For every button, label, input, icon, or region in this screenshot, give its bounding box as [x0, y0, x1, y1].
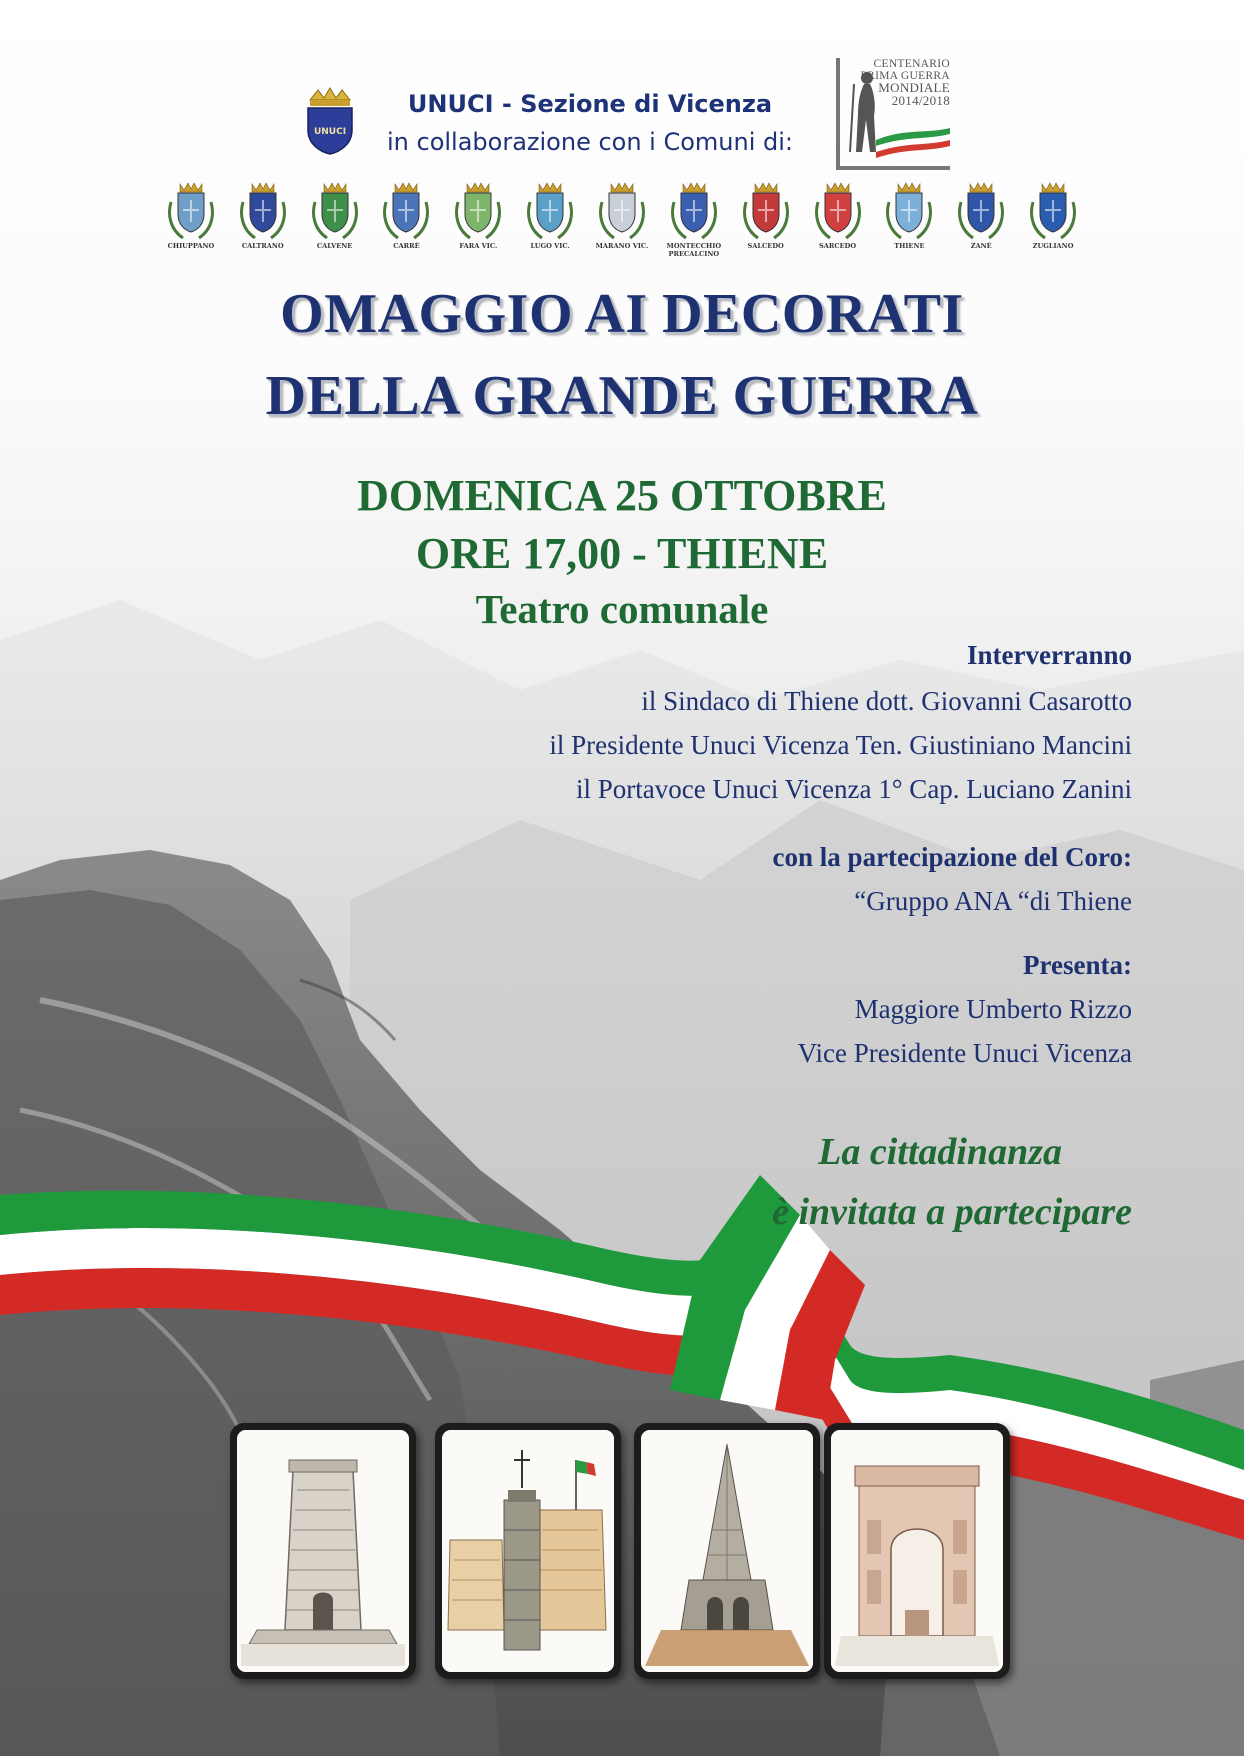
- comune-crest: [1017, 180, 1089, 260]
- presenter-line: Vice Presidente Unuci Vicenza: [797, 1038, 1132, 1068]
- organization-name: UNUCI - Sezione di Vicenza: [407, 90, 773, 118]
- comune-crest: [155, 180, 227, 260]
- event-title-line-1: OMAGGIO AI DECORATI: [280, 283, 964, 345]
- speaker-line: il Sindaco di Thiene dott. Giovanni Casarotto: [641, 686, 1132, 716]
- tagline-line-2: è invitata a partecipare: [772, 1191, 1132, 1233]
- comune-shield-icon: [881, 180, 937, 242]
- centenario-text-3: MONDIALE: [878, 80, 950, 95]
- speakers-heading: Interverranno: [967, 640, 1132, 670]
- comune-crest: [442, 180, 514, 260]
- comune-name: CARRÈ: [393, 242, 420, 250]
- comune-crest: [299, 180, 371, 260]
- comune-shield-icon: [307, 180, 363, 242]
- comune-name: THIENE: [894, 242, 925, 250]
- monument-card: [435, 1423, 621, 1679]
- comune-name: CHIUPPANO: [167, 242, 215, 250]
- comune-shield-icon: [810, 180, 866, 242]
- comune-crest: [371, 180, 443, 260]
- event-title-line-2: DELLA GRANDE GUERRA: [265, 365, 979, 427]
- monument-card: [230, 1423, 416, 1679]
- svg-text:UNUCI: UNUCI: [313, 127, 347, 137]
- monument-card: [634, 1423, 820, 1679]
- speaker-line: il Portavoce Unuci Vicenza 1° Cap. Luciano Zanini: [575, 774, 1132, 804]
- comune-crest: [802, 180, 874, 260]
- comune-shield-icon: [163, 180, 219, 242]
- comune-crest: [658, 180, 730, 260]
- comune-crest: [227, 180, 299, 260]
- comune-shield-icon: [953, 180, 1009, 242]
- presenter-line: Maggiore Umberto Rizzo: [854, 994, 1132, 1024]
- triumphal-arch-illustration: [831, 1430, 1003, 1672]
- comune-name: MONTECCHIO PRECALCINO: [666, 242, 722, 258]
- comuni-crests-row: [155, 180, 1089, 260]
- comune-name: ZUGLIANO: [1032, 242, 1074, 250]
- centenario-text-2: PRIMA GUERRA: [860, 70, 950, 82]
- comune-name: LUGO VIC.: [530, 242, 570, 250]
- comune-crest: [873, 180, 945, 260]
- monument-card: [824, 1423, 1010, 1679]
- speaker-line: il Presidente Unuci Vicenza Ten. Giustiniano Mancini: [549, 730, 1132, 760]
- comune-crest: [586, 180, 658, 260]
- comune-shield-icon: [1025, 180, 1081, 242]
- ossuary-tower-illustration: [237, 1430, 409, 1672]
- spire-monument-illustration: [641, 1430, 813, 1672]
- memorial-column-illustration: [442, 1430, 614, 1672]
- centenario-logo: [836, 58, 950, 170]
- event-time-place: ORE 17,00 - THIENE: [415, 529, 829, 578]
- comune-name: CALTRANO: [241, 242, 284, 250]
- event-date: DOMENICA 25 OTTOBRE: [357, 471, 887, 520]
- comune-shield-icon: [235, 180, 291, 242]
- event-venue: Teatro comunale: [475, 586, 769, 632]
- comune-name: FARA VIC.: [459, 242, 498, 250]
- comune-crest: [945, 180, 1017, 260]
- choir-name: “Gruppo ANA “di Thiene: [854, 886, 1132, 916]
- comune-crest: [514, 180, 586, 260]
- comune-name: CALVENE: [316, 242, 353, 250]
- comune-shield-icon: [738, 180, 794, 242]
- unuci-crest-icon: [300, 86, 360, 156]
- comune-crest: [730, 180, 802, 260]
- comune-shield-icon: [594, 180, 650, 242]
- comune-name: SARCEDO: [818, 242, 857, 250]
- comune-name: ZANÈ: [970, 242, 992, 250]
- comune-shield-icon: [522, 180, 578, 242]
- comune-name: SALCEDO: [747, 242, 784, 250]
- choir-heading: con la partecipazione del Coro:: [772, 842, 1132, 872]
- comune-shield-icon: [666, 180, 722, 242]
- centenario-text-4: 2014/2018: [891, 93, 950, 108]
- presenter-heading: Presenta:: [1023, 950, 1132, 980]
- centenario-text-1: CENTENARIO: [873, 58, 950, 70]
- comune-name: MARANO VIC.: [595, 242, 649, 250]
- comune-shield-icon: [378, 180, 434, 242]
- collaboration-text: in collaborazione con i Comuni di:: [386, 128, 794, 156]
- tagline-line-1: La cittadinanza: [818, 1131, 1062, 1173]
- comune-shield-icon: [450, 180, 506, 242]
